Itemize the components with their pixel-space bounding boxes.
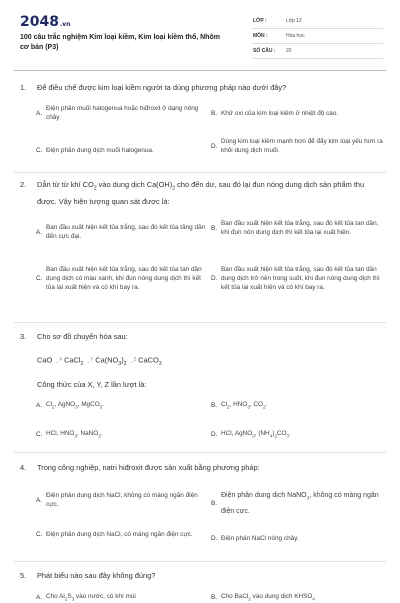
question-3 bbox=[20, 330, 385, 391]
question-stem: Trong công nghiệp, natri hiđroxit được sản xuất bằng phương pháp: bbox=[37, 463, 260, 472]
option-b[interactable]: B. $Cl_2$, $HNO_3$, $CO_2$. bbox=[211, 401, 268, 410]
meta-row-count: SỐ CÂU : 20 bbox=[253, 44, 383, 59]
question-number: 1. bbox=[20, 83, 27, 92]
question-1 bbox=[20, 81, 385, 94]
option-c[interactable]: C. Điện phân dung dịch muối halogenua. bbox=[36, 147, 154, 154]
meta-row-subject: MÔN : Hóa học bbox=[253, 29, 383, 44]
question-separator bbox=[14, 452, 386, 453]
option-d[interactable]: D. Ban đầu xuất hiện kết tủa trắng, sau đó kết tủa tan dần dung dịch trở nên trong suốt, khi đun nóng dung dịch thì kết tủa lại xuất hiện và có khí bay ra. bbox=[211, 266, 380, 291]
question-4 bbox=[20, 461, 385, 474]
worksheet-header bbox=[0, 0, 400, 70]
question-stem: Dẫn từ từ khí $CO_2$ vào dung dịch $Ca(OH)_2$ cho đến dư, sau đó lại đun nóng dung dịch sản phẩm thu được. Vậy hiện tượng quan sát được là: bbox=[37, 180, 365, 207]
option-c[interactable]: C. Điện phân dung dịch NaCl, có màng ngăn điện cực. bbox=[36, 531, 193, 538]
option-d[interactable]: D. HCl, AgNO$_3$, $(NH_4)_2CO_3$. bbox=[211, 430, 291, 439]
option-c[interactable]: C. HCl, $HNO_3$, NaNO$_3$. bbox=[36, 430, 103, 439]
option-b[interactable]: B. Ban đầu xuất hiện kết tủa trắng, sau đó kết tủa tan dần, khi đun nón dung dịch thì kết tủa lại xuất hiện. bbox=[211, 220, 379, 236]
question-2 bbox=[20, 178, 385, 208]
option-d[interactable]: D. Điện phân NaCl nóng chảy. bbox=[211, 535, 299, 542]
option-d[interactable]: D. Dùng kim loại kiềm mạnh hơn để đẩy kim loại yếu hơn ra khỏi dung dịch muối. bbox=[211, 138, 383, 154]
meta-table bbox=[253, 14, 383, 59]
question-stem: Cho sơ đồ chuyển hóa sau: bbox=[37, 332, 128, 341]
header-divider bbox=[14, 70, 386, 71]
question-number: 2. bbox=[20, 180, 27, 189]
question-number: 5. bbox=[20, 571, 27, 580]
option-a[interactable]: A. Ban đầu xuất hiện kết tủa trắng, sau đó kết tủa tăng dần đến cực đại. bbox=[36, 224, 206, 240]
question-number: 3. bbox=[20, 332, 27, 341]
option-b[interactable]: B. Khử oxi của kim loại kiềm ở nhiệt độ cao. bbox=[211, 110, 339, 117]
option-a[interactable]: A. Điện phân dung dịch NaCl, không có màng ngăn điện cực. bbox=[36, 492, 198, 508]
question-separator bbox=[14, 172, 386, 173]
question-stem: Để điều chế được kim loại kiềm người ta dùng phương pháp nào dưới đây? bbox=[37, 83, 287, 92]
question-separator bbox=[14, 322, 386, 323]
option-b[interactable]: B. Điện phân dung dịch NaNO$_3$, không có màng ngăn điện cực. bbox=[211, 492, 379, 516]
question-substem: Công thức của X, Y, Z lần lượt là: bbox=[37, 380, 147, 390]
option-a[interactable]: A. Cho $Al_2S_3$ vào nước, có khí mùi bbox=[36, 593, 136, 602]
reaction-scheme: CaO →$^X$ CaCl$_2$ →$^Y$ $Ca(NO_3)_2 \to^Z$ CaCO$_3$ bbox=[37, 355, 162, 368]
option-c[interactable]: C. Ban đầu xuất hiện kết tủa trắng, sau đó kết tủa tan dần dung dịch có màu xanh, khi đun nóng dung dịch thì kết tủa lại xuất hiện và có khí bay ra. bbox=[36, 266, 202, 291]
question-5 bbox=[20, 569, 385, 582]
site-logo[interactable]: 2048.vn bbox=[20, 14, 71, 30]
question-separator bbox=[14, 561, 386, 562]
option-a[interactable]: A. $Cl_2$, AgNO$_3$, MgCO$_3$. bbox=[36, 401, 104, 410]
meta-row-class: LỚP : Lớp 12 bbox=[253, 14, 383, 29]
question-stem: Phát biểu nào sau đây không đúng? bbox=[37, 571, 156, 580]
option-a[interactable]: A. Điện phân muối halogenua hoặc hiđroxit ở dạng nóng chảy. bbox=[36, 105, 199, 121]
page-title: 100 câu trắc nghiệm Kim loại kiềm, Kim loại kiềm thổ, Nhôm cơ bản (P3) bbox=[20, 34, 220, 51]
question-number: 4. bbox=[20, 463, 27, 472]
option-b[interactable]: B. Cho BaCl$_2$ vào dung dịch $KHSO_4$ bbox=[211, 593, 315, 602]
